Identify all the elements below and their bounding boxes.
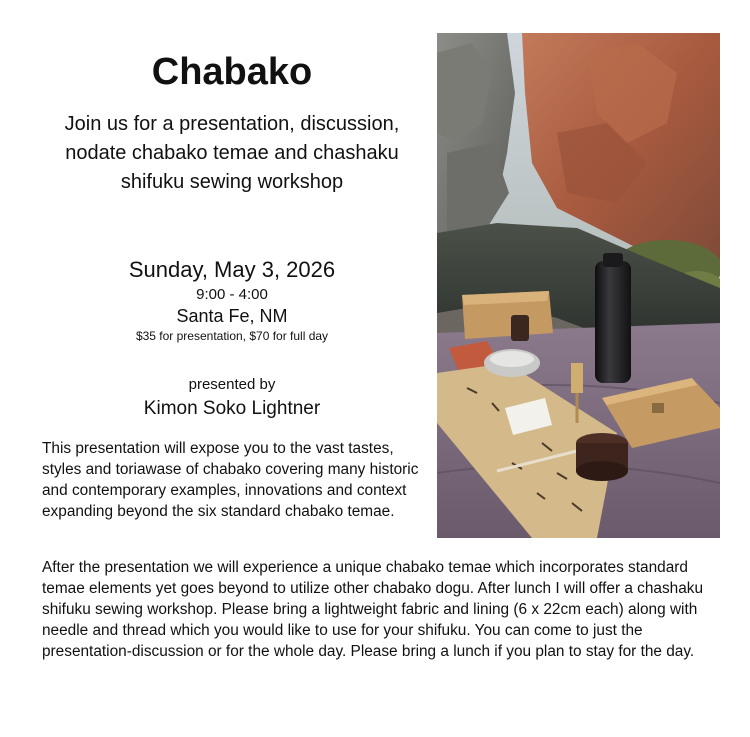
page-title: Chabako [151,51,313,93]
description-paragraph: This presentation will expose you to the vast tastes, styles and toriawase of chabako covering many historic and contemporary examples, innovations and context expanding beyond the six standard chabako temae. [42,440,419,520]
event-time: 9:00 - 4:00 [196,286,268,303]
event-price: $35 for presentation, $70 for full day [135,329,329,343]
page-subtitle: Join us for a presentation, discussion, nodate chabako temae and chashaku shifuku sewing workshop [64,113,400,193]
chabako-photo [437,33,720,538]
details-paragraph: After the presentation we will experience a unique chabako temae which incorporates standard temae elements yet goes beyond to utilize other chabako dogu. After lunch I will offer a chashaku shifuku sewing workshop. Please bring a lightweight fabric and lining (6 x 22cm each) along with needle and thread which you would like to use for your shifuku. You can come to just the presentation-discussion or for the whole day. Please bring a lunch if you plan to stay for the day. [42,559,704,660]
presented-by-label: presented by [188,376,276,393]
presenter-name: Kimon Soko Lightner [143,398,321,419]
event-location: Santa Fe, NM [176,306,288,326]
event-date: Sunday, May 3, 2026 [128,257,336,282]
